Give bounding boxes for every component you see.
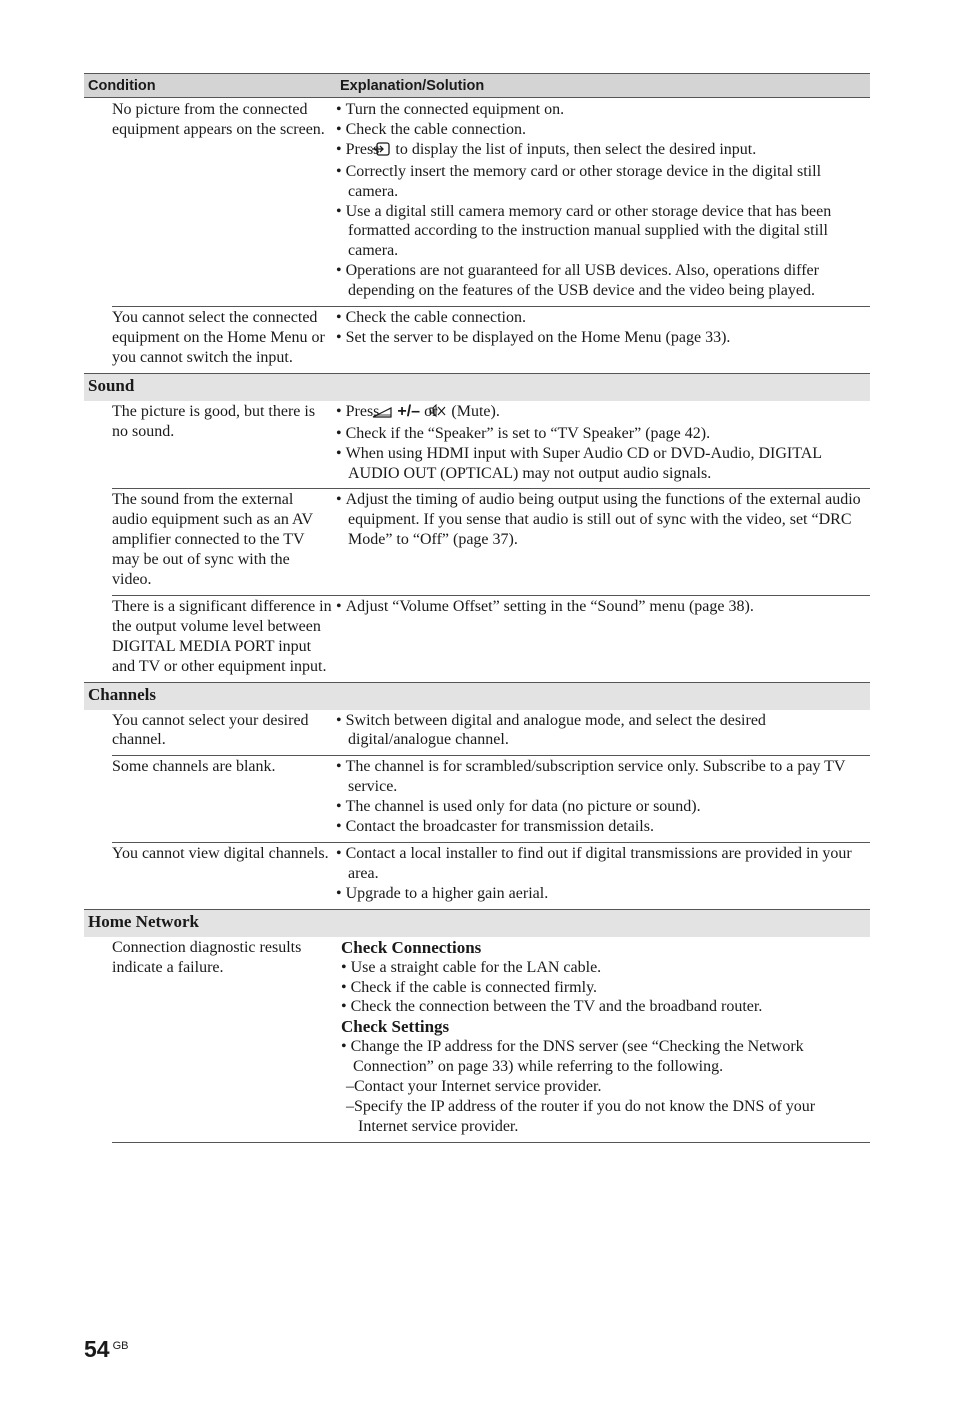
solution-cell — [336, 757, 870, 837]
table-row — [112, 710, 870, 757]
region-code: GB — [112, 1340, 129, 1352]
list-item — [336, 140, 862, 162]
condition-cell: No picture from the connected equipment appears on the screen. — [112, 101, 325, 138]
list-item — [336, 402, 862, 424]
solution-column-header: Explanation/Solution — [340, 77, 485, 94]
volume-key-label: +/– — [397, 402, 421, 420]
press-input-instruction: to display the list of inputs, then select the desired input. — [395, 140, 757, 158]
list-item: • The channel is used only for data (no picture or sound). — [336, 797, 862, 817]
condition-cell: There is a significant difference in the output volume level between DIGITAL MEDIA PORT input and TV or other equipment input. — [112, 597, 332, 675]
solution-cell — [336, 938, 870, 1137]
press-text: Press — [345, 402, 380, 420]
solution-cell — [336, 402, 870, 484]
condition-cell: You cannot view digital channels. — [112, 845, 329, 862]
list-item: • Change the IP address for the DNS server (see “Checking the Network Connection” on page 33) while referring to the following. — [336, 1037, 862, 1077]
mute-text: (Mute). — [451, 402, 500, 420]
section-heading-home-network: Home Network — [84, 909, 870, 937]
list-item: • Adjust the timing of audio being output using the functions of the external audio equipment. If you sense that audio is still out of sync with the video, set “DRC Mode” to “Off” (page 37). — [336, 490, 862, 550]
list-item: • Check the connection between the TV and the broadband router. — [336, 997, 862, 1017]
table-row — [112, 307, 870, 373]
table-header — [84, 73, 870, 98]
condition-cell: You cannot select your desired channel. — [112, 711, 309, 749]
solution-cell — [336, 100, 870, 301]
page-footer — [84, 1336, 129, 1363]
condition-cell: Some channels are blank. — [112, 758, 276, 776]
page-number: 54 — [84, 1336, 110, 1362]
list-item: • Check the cable connection. — [336, 120, 862, 140]
table-row — [112, 843, 870, 909]
list-item: • The channel is for scrambled/subscription service only. Subscribe to a pay TV service. — [336, 757, 862, 797]
mute-icon — [441, 404, 447, 424]
table-row — [112, 756, 870, 843]
input-select-icon — [383, 142, 391, 162]
solution-cell — [336, 597, 870, 677]
list-item: • When using HDMI input with Super Audio CD or DVD-Audio, DIGITAL AUDIO OUT (OPTICAL) may not output audio signals. — [336, 444, 862, 484]
condition-column-header: Condition — [88, 77, 156, 94]
solution-cell — [336, 308, 870, 368]
condition-cell: The sound from the external audio equipment such as an AV amplifier connected to the TV may be out of sync with the video. — [112, 491, 313, 589]
sub-list-item: – Contact your Internet service provider. — [336, 1077, 862, 1097]
list-item: • Contact the broadcaster for transmission details. — [336, 817, 862, 837]
list-item: • Adjust “Volume Offset” setting in the “Sound” menu (page 38). — [336, 597, 862, 617]
section-heading-channels: Channels — [84, 682, 870, 710]
press-text: Press — [345, 140, 380, 158]
list-item: • Use a straight cable for the LAN cable. — [336, 958, 862, 978]
solution-cell — [336, 711, 870, 751]
check-settings-heading: Check Settings — [341, 1017, 450, 1037]
solution-cell — [336, 490, 870, 590]
check-connections-heading: Check Connections — [341, 937, 482, 957]
volume-icon — [383, 404, 393, 424]
table-row — [112, 489, 870, 596]
table-row — [112, 98, 870, 307]
condition-cell: The picture is good, but there is no sound. — [112, 402, 316, 440]
list-item: • Contact a local installer to find out if digital transmissions are provided in your area. — [336, 844, 862, 884]
table-row — [112, 401, 870, 490]
list-item: • Use a digital still camera memory card or other storage device that has been formatted according to the instruction manual supplied with the digital still camera. — [336, 202, 862, 262]
list-item: • Correctly insert the memory card or other storage device in the digital still camera. — [336, 162, 862, 202]
list-item: • Upgrade to a higher gain aerial. — [336, 884, 862, 904]
list-item: • Switch between digital and analogue mode, and select the desired digital/analogue channel. — [336, 711, 862, 751]
table-row — [112, 596, 870, 682]
list-item: • Turn the connected equipment on. — [336, 100, 862, 120]
section-heading-sound: Sound — [84, 373, 870, 401]
or-text: or — [424, 402, 438, 420]
list-item: • Operations are not guaranteed for all USB devices. Also, operations differ depending on the features of the USB device and the video being played. — [336, 261, 862, 301]
troubleshooting-table — [84, 73, 870, 1143]
solution-cell — [336, 844, 870, 904]
sub-list-item: – Specify the IP address of the router if you do not know the DNS of your Internet service provider. — [336, 1097, 862, 1137]
list-item: • Check if the cable is connected firmly. — [336, 978, 862, 998]
list-item: • Set the server to be displayed on the Home Menu (page 33). — [336, 328, 862, 348]
table-row — [112, 937, 870, 1143]
condition-cell: You cannot select the connected equipment on the Home Menu or you cannot switch the input. — [112, 309, 325, 366]
list-item: • Check if the “Speaker” is set to “TV Speaker” (page 42). — [336, 424, 862, 444]
condition-cell: Connection diagnostic results indicate a failure. — [112, 938, 302, 976]
list-item: • Check the cable connection. — [336, 308, 862, 328]
